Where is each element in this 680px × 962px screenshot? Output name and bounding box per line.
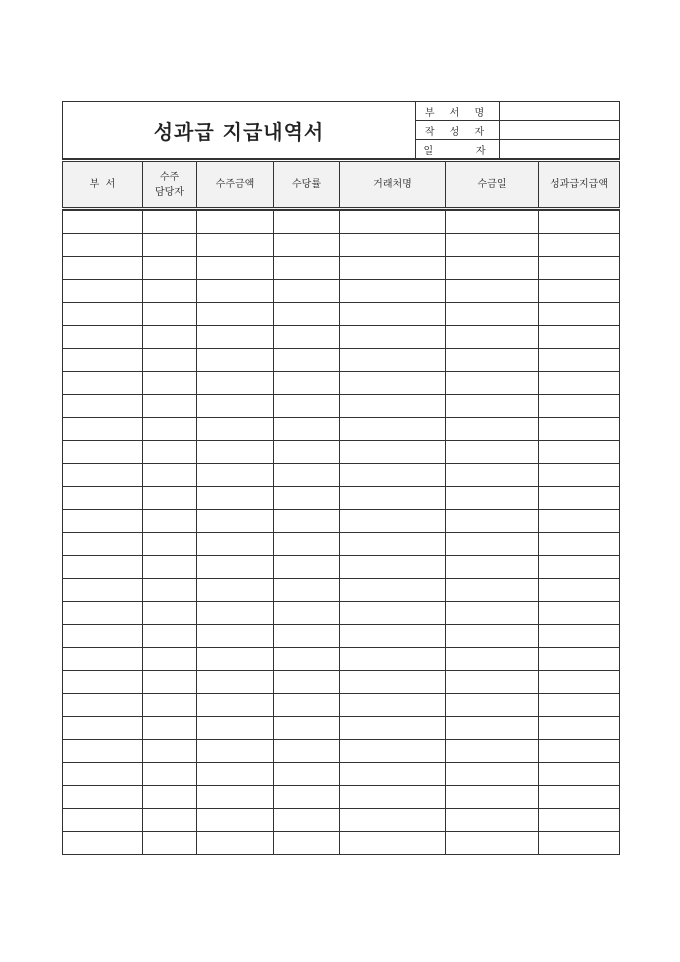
cell-dept[interactable] xyxy=(63,809,143,832)
cell-collection-date[interactable] xyxy=(446,464,539,487)
cell-collection-date[interactable] xyxy=(446,763,539,786)
cell-client-name[interactable] xyxy=(340,625,446,648)
cell-commission-rate[interactable] xyxy=(274,533,340,556)
cell-dept[interactable] xyxy=(63,211,143,234)
table-row xyxy=(63,809,620,832)
cell-dept[interactable] xyxy=(63,694,143,717)
cell-order-amount[interactable] xyxy=(197,602,274,625)
cell-commission-rate[interactable] xyxy=(274,303,340,326)
cell-bonus-amount[interactable] xyxy=(539,602,620,625)
cell-manager[interactable] xyxy=(143,349,197,372)
cell-bonus-amount[interactable] xyxy=(539,234,620,257)
cell-bonus-amount[interactable] xyxy=(539,349,620,372)
cell-client-name[interactable] xyxy=(340,763,446,786)
cell-order-amount[interactable] xyxy=(197,717,274,740)
table-row xyxy=(63,740,620,763)
cell-order-amount[interactable] xyxy=(197,326,274,349)
dept-field[interactable] xyxy=(500,102,620,121)
cell-commission-rate[interactable] xyxy=(274,602,340,625)
cell-dept[interactable] xyxy=(63,464,143,487)
cell-commission-rate[interactable] xyxy=(274,648,340,671)
cell-client-name[interactable] xyxy=(340,671,446,694)
cell-commission-rate[interactable] xyxy=(274,234,340,257)
cell-collection-date[interactable] xyxy=(446,602,539,625)
cell-order-amount[interactable] xyxy=(197,510,274,533)
cell-manager[interactable] xyxy=(143,487,197,510)
cell-dept[interactable] xyxy=(63,441,143,464)
cell-dept[interactable] xyxy=(63,303,143,326)
table-row xyxy=(63,786,620,809)
cell-commission-rate[interactable] xyxy=(274,326,340,349)
cell-client-name[interactable] xyxy=(340,648,446,671)
column-header-client-name: 거래처명 xyxy=(340,161,446,209)
table-row xyxy=(63,418,620,441)
table-row xyxy=(63,487,620,510)
cell-client-name[interactable] xyxy=(340,510,446,533)
cell-dept[interactable] xyxy=(63,349,143,372)
cell-dept[interactable] xyxy=(63,671,143,694)
cell-dept[interactable] xyxy=(63,786,143,809)
cell-dept[interactable] xyxy=(63,602,143,625)
cell-order-amount[interactable] xyxy=(197,556,274,579)
table-row xyxy=(63,326,620,349)
table-row xyxy=(63,441,620,464)
cell-bonus-amount[interactable] xyxy=(539,625,620,648)
cell-bonus-amount[interactable] xyxy=(539,763,620,786)
cell-collection-date[interactable] xyxy=(446,717,539,740)
cell-order-amount[interactable] xyxy=(197,257,274,280)
page-title: 성과급 지급내역서 xyxy=(63,102,416,159)
cell-client-name[interactable] xyxy=(340,717,446,740)
cell-commission-rate[interactable] xyxy=(274,694,340,717)
cell-manager[interactable] xyxy=(143,533,197,556)
cell-order-amount[interactable] xyxy=(197,464,274,487)
cell-dept[interactable] xyxy=(63,717,143,740)
cell-manager[interactable] xyxy=(143,257,197,280)
cell-order-amount[interactable] xyxy=(197,625,274,648)
cell-collection-date[interactable] xyxy=(446,625,539,648)
cell-manager[interactable] xyxy=(143,303,197,326)
cell-client-name[interactable] xyxy=(340,579,446,602)
cell-commission-rate[interactable] xyxy=(274,625,340,648)
cell-manager[interactable] xyxy=(143,372,197,395)
cell-order-amount[interactable] xyxy=(197,809,274,832)
cell-collection-date[interactable] xyxy=(446,832,539,855)
cell-client-name[interactable] xyxy=(340,395,446,418)
table-row xyxy=(63,464,620,487)
cell-order-amount[interactable] xyxy=(197,303,274,326)
table-row xyxy=(63,349,620,372)
cell-dept[interactable] xyxy=(63,533,143,556)
cell-collection-date[interactable] xyxy=(446,579,539,602)
cell-order-amount[interactable] xyxy=(197,372,274,395)
cell-dept[interactable] xyxy=(63,234,143,257)
cell-client-name[interactable] xyxy=(340,602,446,625)
cell-bonus-amount[interactable] xyxy=(539,809,620,832)
cell-client-name[interactable] xyxy=(340,372,446,395)
cell-bonus-amount[interactable] xyxy=(539,740,620,763)
cell-collection-date[interactable] xyxy=(446,740,539,763)
cell-order-amount[interactable] xyxy=(197,648,274,671)
cell-manager[interactable] xyxy=(143,418,197,441)
table-row xyxy=(63,257,620,280)
cell-order-amount[interactable] xyxy=(197,740,274,763)
cell-commission-rate[interactable] xyxy=(274,257,340,280)
cell-collection-date[interactable] xyxy=(446,510,539,533)
column-header-manager: 수주 담당자 xyxy=(143,161,197,209)
cell-manager[interactable] xyxy=(143,648,197,671)
cell-collection-date[interactable] xyxy=(446,694,539,717)
cell-dept[interactable] xyxy=(63,648,143,671)
cell-manager[interactable] xyxy=(143,763,197,786)
cell-order-amount[interactable] xyxy=(197,487,274,510)
cell-order-amount[interactable] xyxy=(197,280,274,303)
cell-manager[interactable] xyxy=(143,510,197,533)
cell-order-amount[interactable] xyxy=(197,671,274,694)
cell-dept[interactable] xyxy=(63,763,143,786)
column-header-collection-date: 수금일 xyxy=(446,161,539,209)
cell-bonus-amount[interactable] xyxy=(539,579,620,602)
table-row xyxy=(63,671,620,694)
cell-bonus-amount[interactable] xyxy=(539,717,620,740)
table-row xyxy=(63,395,620,418)
cell-manager[interactable] xyxy=(143,556,197,579)
cell-order-amount[interactable] xyxy=(197,211,274,234)
cell-manager[interactable] xyxy=(143,832,197,855)
cell-dept[interactable] xyxy=(63,740,143,763)
cell-client-name[interactable] xyxy=(340,533,446,556)
cell-collection-date[interactable] xyxy=(446,395,539,418)
cell-collection-date[interactable] xyxy=(446,533,539,556)
cell-collection-date[interactable] xyxy=(446,671,539,694)
cell-order-amount[interactable] xyxy=(197,579,274,602)
cell-commission-rate[interactable] xyxy=(274,418,340,441)
cell-bonus-amount[interactable] xyxy=(539,464,620,487)
cell-collection-date[interactable] xyxy=(446,487,539,510)
cell-commission-rate[interactable] xyxy=(274,809,340,832)
cell-bonus-amount[interactable] xyxy=(539,832,620,855)
cell-manager[interactable] xyxy=(143,671,197,694)
cell-manager[interactable] xyxy=(143,326,197,349)
cell-order-amount[interactable] xyxy=(197,418,274,441)
cell-dept[interactable] xyxy=(63,832,143,855)
cell-manager[interactable] xyxy=(143,464,197,487)
cell-bonus-amount[interactable] xyxy=(539,372,620,395)
column-header-row xyxy=(63,161,620,209)
cell-commission-rate[interactable] xyxy=(274,441,340,464)
cell-collection-date[interactable] xyxy=(446,303,539,326)
cell-bonus-amount[interactable] xyxy=(539,694,620,717)
cell-collection-date[interactable] xyxy=(446,786,539,809)
cell-dept[interactable] xyxy=(63,372,143,395)
document-sheet xyxy=(62,101,619,855)
table-row xyxy=(63,625,620,648)
cell-bonus-amount[interactable] xyxy=(539,786,620,809)
cell-dept[interactable] xyxy=(63,326,143,349)
cell-bonus-amount[interactable] xyxy=(539,280,620,303)
cell-collection-date[interactable] xyxy=(446,280,539,303)
cell-commission-rate[interactable] xyxy=(274,372,340,395)
cell-collection-date[interactable] xyxy=(446,418,539,441)
cell-client-name[interactable] xyxy=(340,211,446,234)
cell-client-name[interactable] xyxy=(340,349,446,372)
cell-commission-rate[interactable] xyxy=(274,510,340,533)
cell-order-amount[interactable] xyxy=(197,349,274,372)
cell-collection-date[interactable] xyxy=(446,809,539,832)
cell-dept[interactable] xyxy=(63,257,143,280)
cell-manager[interactable] xyxy=(143,717,197,740)
cell-bonus-amount[interactable] xyxy=(539,303,620,326)
cell-bonus-amount[interactable] xyxy=(539,671,620,694)
cell-client-name[interactable] xyxy=(340,326,446,349)
cell-manager[interactable] xyxy=(143,740,197,763)
cell-collection-date[interactable] xyxy=(446,326,539,349)
cell-collection-date[interactable] xyxy=(446,234,539,257)
cell-commission-rate[interactable] xyxy=(274,717,340,740)
table-row xyxy=(63,510,620,533)
column-header-dept: 부 서 xyxy=(63,161,143,209)
cell-order-amount[interactable] xyxy=(197,694,274,717)
table-row xyxy=(63,579,620,602)
cell-commission-rate[interactable] xyxy=(274,671,340,694)
cell-commission-rate[interactable] xyxy=(274,763,340,786)
cell-commission-rate[interactable] xyxy=(274,556,340,579)
header-table xyxy=(62,101,620,159)
cell-dept[interactable] xyxy=(63,510,143,533)
cell-order-amount[interactable] xyxy=(197,441,274,464)
header-row xyxy=(63,102,620,121)
cell-dept[interactable] xyxy=(63,487,143,510)
table-row xyxy=(63,763,620,786)
table-row xyxy=(63,234,620,257)
column-header-order-amount: 수주금액 xyxy=(197,161,274,209)
cell-manager[interactable] xyxy=(143,786,197,809)
cell-order-amount[interactable] xyxy=(197,786,274,809)
cell-client-name[interactable] xyxy=(340,487,446,510)
cell-commission-rate[interactable] xyxy=(274,349,340,372)
cell-collection-date[interactable] xyxy=(446,556,539,579)
cell-dept[interactable] xyxy=(63,625,143,648)
cell-collection-date[interactable] xyxy=(446,372,539,395)
cell-bonus-amount[interactable] xyxy=(539,487,620,510)
cell-dept[interactable] xyxy=(63,418,143,441)
cell-manager[interactable] xyxy=(143,280,197,303)
cell-commission-rate[interactable] xyxy=(274,280,340,303)
cell-dept[interactable] xyxy=(63,280,143,303)
cell-client-name[interactable] xyxy=(340,832,446,855)
table-row xyxy=(63,303,620,326)
cell-manager[interactable] xyxy=(143,694,197,717)
date-label: 일 자 xyxy=(416,140,500,159)
cell-client-name[interactable] xyxy=(340,740,446,763)
detail-table xyxy=(62,159,620,855)
cell-commission-rate[interactable] xyxy=(274,740,340,763)
date-field[interactable] xyxy=(500,140,620,159)
cell-bonus-amount[interactable] xyxy=(539,648,620,671)
cell-manager[interactable] xyxy=(143,211,197,234)
cell-bonus-amount[interactable] xyxy=(539,326,620,349)
table-row xyxy=(63,602,620,625)
cell-client-name[interactable] xyxy=(340,464,446,487)
cell-client-name[interactable] xyxy=(340,418,446,441)
cell-collection-date[interactable] xyxy=(446,648,539,671)
author-field[interactable] xyxy=(500,121,620,140)
cell-client-name[interactable] xyxy=(340,303,446,326)
cell-manager[interactable] xyxy=(143,602,197,625)
cell-commission-rate[interactable] xyxy=(274,832,340,855)
cell-manager[interactable] xyxy=(143,234,197,257)
table-row xyxy=(63,648,620,671)
cell-commission-rate[interactable] xyxy=(274,395,340,418)
table-row xyxy=(63,556,620,579)
cell-order-amount[interactable] xyxy=(197,395,274,418)
cell-order-amount[interactable] xyxy=(197,234,274,257)
cell-client-name[interactable] xyxy=(340,786,446,809)
cell-manager[interactable] xyxy=(143,441,197,464)
cell-collection-date[interactable] xyxy=(446,211,539,234)
cell-bonus-amount[interactable] xyxy=(539,395,620,418)
cell-bonus-amount[interactable] xyxy=(539,211,620,234)
cell-order-amount[interactable] xyxy=(197,763,274,786)
table-row xyxy=(63,533,620,556)
cell-order-amount[interactable] xyxy=(197,832,274,855)
table-row xyxy=(63,280,620,303)
cell-manager[interactable] xyxy=(143,809,197,832)
cell-commission-rate[interactable] xyxy=(274,211,340,234)
column-header-bonus-amount: 성과급지급액 xyxy=(539,161,620,209)
cell-bonus-amount[interactable] xyxy=(539,418,620,441)
table-row xyxy=(63,832,620,855)
cell-commission-rate[interactable] xyxy=(274,487,340,510)
table-row xyxy=(63,694,620,717)
author-label: 작 성 자 xyxy=(416,121,500,140)
cell-client-name[interactable] xyxy=(340,809,446,832)
cell-manager[interactable] xyxy=(143,579,197,602)
table-row xyxy=(63,211,620,234)
cell-client-name[interactable] xyxy=(340,556,446,579)
cell-order-amount[interactable] xyxy=(197,533,274,556)
cell-collection-date[interactable] xyxy=(446,257,539,280)
dept-label: 부 서 명 xyxy=(416,102,500,121)
column-header-commission-rate: 수당률 xyxy=(274,161,340,209)
table-row xyxy=(63,372,620,395)
cell-bonus-amount[interactable] xyxy=(539,556,620,579)
cell-commission-rate[interactable] xyxy=(274,786,340,809)
cell-client-name[interactable] xyxy=(340,694,446,717)
cell-bonus-amount[interactable] xyxy=(539,533,620,556)
cell-manager[interactable] xyxy=(143,395,197,418)
cell-dept[interactable] xyxy=(63,556,143,579)
cell-dept[interactable] xyxy=(63,395,143,418)
cell-collection-date[interactable] xyxy=(446,349,539,372)
cell-client-name[interactable] xyxy=(340,441,446,464)
cell-commission-rate[interactable] xyxy=(274,464,340,487)
cell-dept[interactable] xyxy=(63,579,143,602)
cell-manager[interactable] xyxy=(143,625,197,648)
cell-client-name[interactable] xyxy=(340,280,446,303)
cell-client-name[interactable] xyxy=(340,257,446,280)
cell-commission-rate[interactable] xyxy=(274,579,340,602)
cell-bonus-amount[interactable] xyxy=(539,257,620,280)
cell-client-name[interactable] xyxy=(340,234,446,257)
cell-bonus-amount[interactable] xyxy=(539,510,620,533)
cell-bonus-amount[interactable] xyxy=(539,441,620,464)
table-row xyxy=(63,717,620,740)
cell-collection-date[interactable] xyxy=(446,441,539,464)
